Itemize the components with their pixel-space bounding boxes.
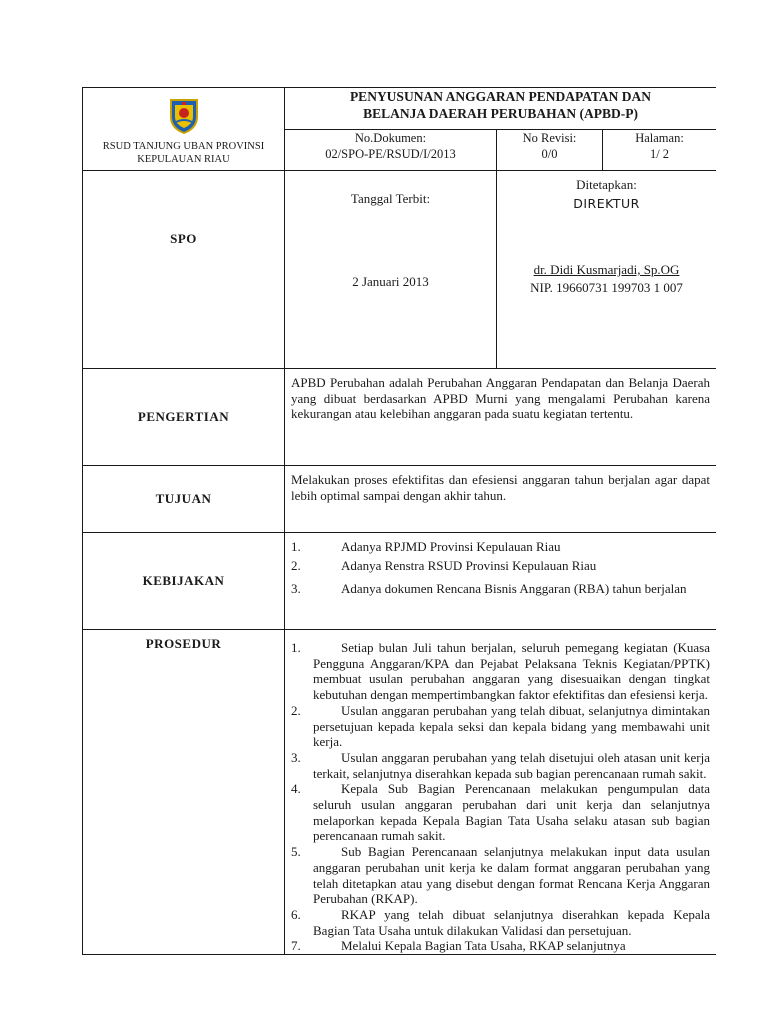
tanggal-terbit-label: Tanggal Terbit: <box>350 191 431 206</box>
prosedur-label: PROSEDUR <box>83 630 285 955</box>
header-row <box>83 88 717 130</box>
no-revisi-value: 0/0 <box>541 147 558 161</box>
list-item <box>291 640 710 703</box>
spo-row <box>83 171 717 369</box>
tanggal-terbit-cell <box>285 171 497 369</box>
list-item <box>291 750 710 781</box>
no-revisi-cell <box>497 130 603 171</box>
item-number: 2. <box>291 557 301 573</box>
item-text: Usulan anggaran perubahan yang telah dibuat, selanjutnya dimintakan persetujuan kepada kepala seksi dan kepala bidang yang membawahi unit kerja. <box>313 702 711 750</box>
no-dokumen-label: No.Dokumen: <box>354 131 427 145</box>
kebijakan-row <box>83 533 717 630</box>
title-line1: PENYUSUNAN ANGGARAN PENDAPATAN DAN <box>349 89 652 104</box>
direktur-nip: NIP. 19660731 199703 1 007 <box>530 280 683 295</box>
item-number: 7. <box>291 938 301 954</box>
hospital-identity-cell <box>83 88 285 171</box>
item-number: 1. <box>291 539 301 554</box>
kebijakan-list-cell <box>285 533 717 630</box>
spo-document <box>82 87 716 1024</box>
kebijakan-label: KEBIJAKAN <box>83 533 285 630</box>
halaman-value: 1/ 2 <box>649 147 670 161</box>
item-number: 3. <box>291 749 301 765</box>
item-text: Sub Bagian Perencanaan selanjutnya melakukan input data usulan anggaran perubahan unit kerja ke dalam format anggaran perubahan yang telah ditetapkan atau yang disebut dengan format Rencana Kerja Anggaran Perubahan (RKAP). <box>313 844 711 907</box>
list-item <box>291 558 710 574</box>
ditetapkan-label: Ditetapkan: <box>576 177 637 192</box>
list-item <box>291 938 710 954</box>
item-text: Melalui Kepala Bagian Tata Usaha, RKAP selanjutnya <box>341 938 626 954</box>
no-revisi-label: No Revisi: <box>522 131 577 145</box>
kebijakan-list <box>291 539 710 597</box>
item-number: 2. <box>291 702 301 718</box>
item-text: Adanya dokumen Rencana Bisnis Anggaran (RBA) tahun berjalan <box>341 581 687 596</box>
item-text: RKAP yang telah dibuat selanjutnya diserahkan kepada Kepala Bagian Tata Usaha untuk dilakukan Validasi dan persetujuan. <box>313 906 711 938</box>
list-item <box>291 703 710 750</box>
no-dokumen-cell <box>285 130 497 171</box>
prosedur-list <box>291 640 710 954</box>
spo-table <box>82 87 716 955</box>
prosedur-list-cell <box>285 630 717 955</box>
item-text: Usulan anggaran perubahan yang telah disetujui oleh atasan unit kerja terkait, selanjutnya diserahkan kepada sub bagian perencanaan rumah sakit. <box>313 749 711 781</box>
spo-label: SPO <box>83 171 285 369</box>
item-number: 4. <box>291 781 301 797</box>
tujuan-text: Melakukan proses efektifitas dan efesiensi anggaran tahun berjalan agar dapat lebih optimal sampai dengan akhir tahun. <box>285 466 717 533</box>
item-number: 3. <box>291 581 301 596</box>
item-text: Adanya RPJMD Provinsi Kepulauan Riau <box>341 539 561 554</box>
document-title <box>285 88 717 130</box>
tujuan-label: TUJUAN <box>83 466 285 533</box>
ditetapkan-cell <box>497 171 717 369</box>
pengertian-row <box>83 369 717 466</box>
item-text: Adanya Renstra RSUD Provinsi Kepulauan Riau <box>341 557 597 573</box>
direktur-label: DIREKTUR <box>573 196 640 211</box>
item-text: Setiap bulan Juli tahun berjalan, seluruh pemegang kegiatan (Kuasa Pengguna Anggaran/KPA dan Pejabat Pelaksana Teknis Kegiatan/PPTK) membuat usulan perubahan anggaran yang disesuaikan dengan tingkat kebutuhan dengan mempertimbangkan faktor efektifitas dan efesiensi kerja. <box>313 640 711 703</box>
title-line2: BELANJA DAERAH PERUBAHAN (APBD-P) <box>363 106 638 121</box>
halaman-label: Halaman: <box>635 131 684 145</box>
list-item <box>291 781 710 844</box>
prosedur-row <box>83 630 717 955</box>
item-number: 5. <box>291 844 301 860</box>
tujuan-row <box>83 466 717 533</box>
tanggal-terbit-value: 2 Januari 2013 <box>352 274 429 289</box>
item-number: 1. <box>291 640 301 655</box>
halaman-cell <box>603 130 717 171</box>
no-dokumen-value: 02/SPO-PE/RSUD/I/2013 <box>325 147 456 161</box>
direktur-name: dr. Didi Kusmarjadi, Sp.OG <box>533 262 680 277</box>
pengertian-label: PENGERTIAN <box>83 369 285 466</box>
item-number: 6. <box>291 906 301 922</box>
item-text: Kepala Sub Bagian Perencanaan melakukan pengumpulan data seluruh usulan anggaran perubahan dari unit kerja dan selanjutnya melaporkan kepada Kepala Bagian Tata Usaha selaku atasan sub bagian perencanaan rumah sakit. <box>313 781 711 844</box>
pengertian-text: APBD Perubahan adalah Perubahan Anggaran Pendapatan dan Belanja Daerah yang dibuat berdasarkan APBD Murni yang mengalami Perubahan karena kekurangan atau kelebihan anggaran pada suatu kegiatan tertentu. <box>285 369 717 466</box>
org-name-line2: KEPULAUAN RIAU <box>137 154 230 165</box>
list-item <box>291 581 710 597</box>
list-item <box>291 844 710 907</box>
org-name-line1: RSUD TANJUNG UBAN PROVINSI <box>102 141 265 152</box>
list-item <box>291 907 710 938</box>
provincial-emblem-icon <box>167 97 201 134</box>
list-item <box>291 539 710 555</box>
